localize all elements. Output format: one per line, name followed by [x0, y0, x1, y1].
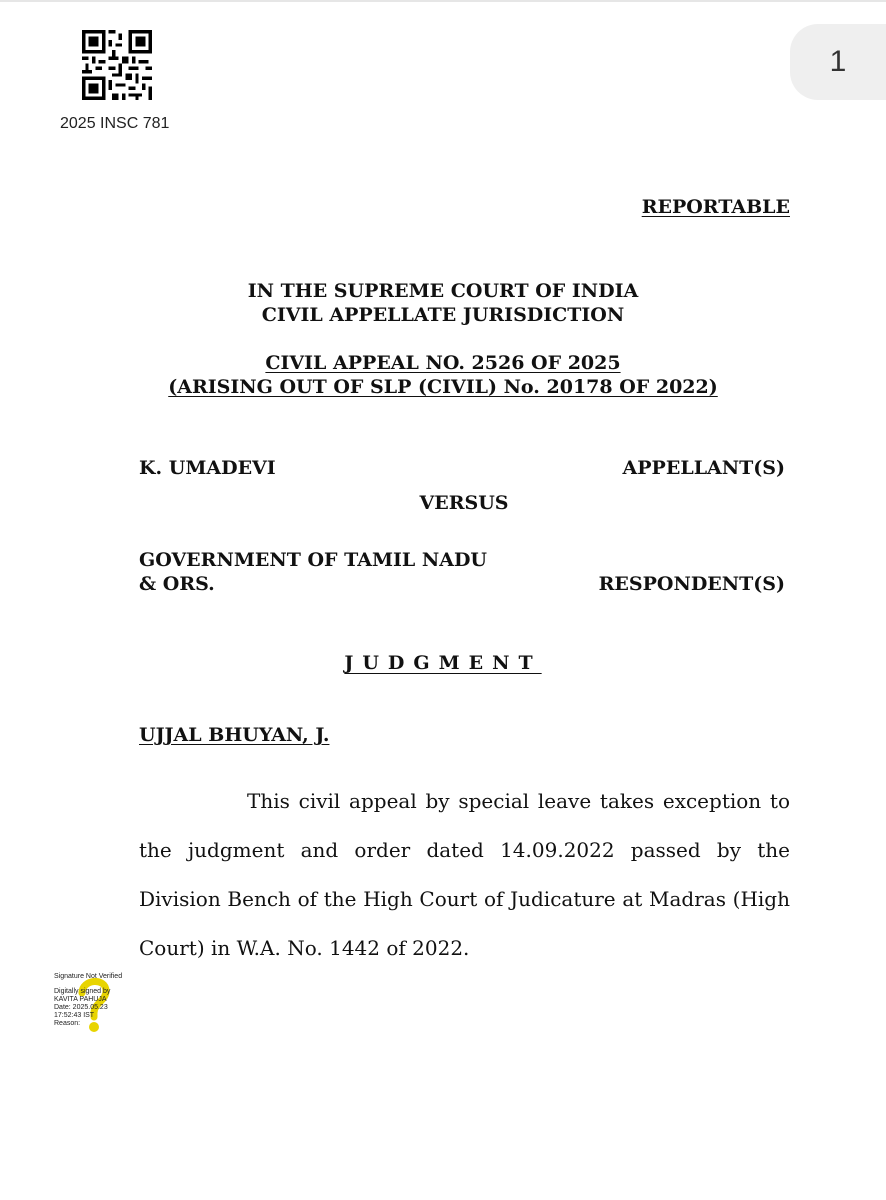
- court-name: IN THE SUPREME COURT OF INDIA: [247, 280, 639, 302]
- respondent-line-2: & ORS.: [139, 573, 215, 595]
- neutral-citation: 2025 INSC 781: [60, 115, 170, 132]
- versus-label: VERSUS: [419, 492, 509, 514]
- judgment-heading: [0, 652, 886, 674]
- appeal-number: CIVIL APPEAL NO. 2526 OF 2025: [265, 352, 621, 374]
- signature-line-1: Digitally signed by: [54, 988, 111, 995]
- signature-status: Signature Not Verified: [54, 973, 123, 980]
- qr-code-icon: [82, 30, 152, 100]
- page-number: 1: [829, 45, 847, 78]
- signature-date: Date: 2025.05.23: [54, 1004, 108, 1011]
- signature-signer: KAVITA PAHUJA: [54, 996, 107, 1003]
- arising-out-of: (ARISING OUT OF SLP (CIVIL) No. 20178 OF 2022): [168, 376, 718, 398]
- appellant-name: K. UMADEVI: [139, 457, 276, 479]
- respondent-role: RESPONDENT(S): [598, 573, 785, 595]
- judge-name: UJJAL BHUYAN, J.: [139, 724, 330, 746]
- case-number-block: [0, 351, 886, 399]
- signature-time: 17:52:43 IST: [54, 1012, 95, 1019]
- signature-reason: Reason:: [54, 1020, 81, 1027]
- respondent-name: [139, 548, 487, 596]
- jurisdiction: CIVIL APPELLATE JURISDICTION: [261, 304, 625, 326]
- court-heading: [0, 279, 886, 327]
- digital-signature-block: [54, 973, 144, 1033]
- respondent-line-1: GOVERNMENT OF TAMIL NADU: [139, 549, 488, 571]
- reportable-label: REPORTABLE: [641, 196, 790, 218]
- appellant-role: APPELLANT(S): [622, 457, 785, 479]
- page-number-badge: [790, 24, 886, 100]
- judgment-title: JUDGMENT: [344, 652, 542, 674]
- judgment-paragraph: This civil appeal by special leave takes exception to the judgment and order dated 14.09.2022 passed by the Division Bench of the High Court of Judicature at Madras (High Court) in W.A. No. 1442 of 2022.: [139, 789, 790, 960]
